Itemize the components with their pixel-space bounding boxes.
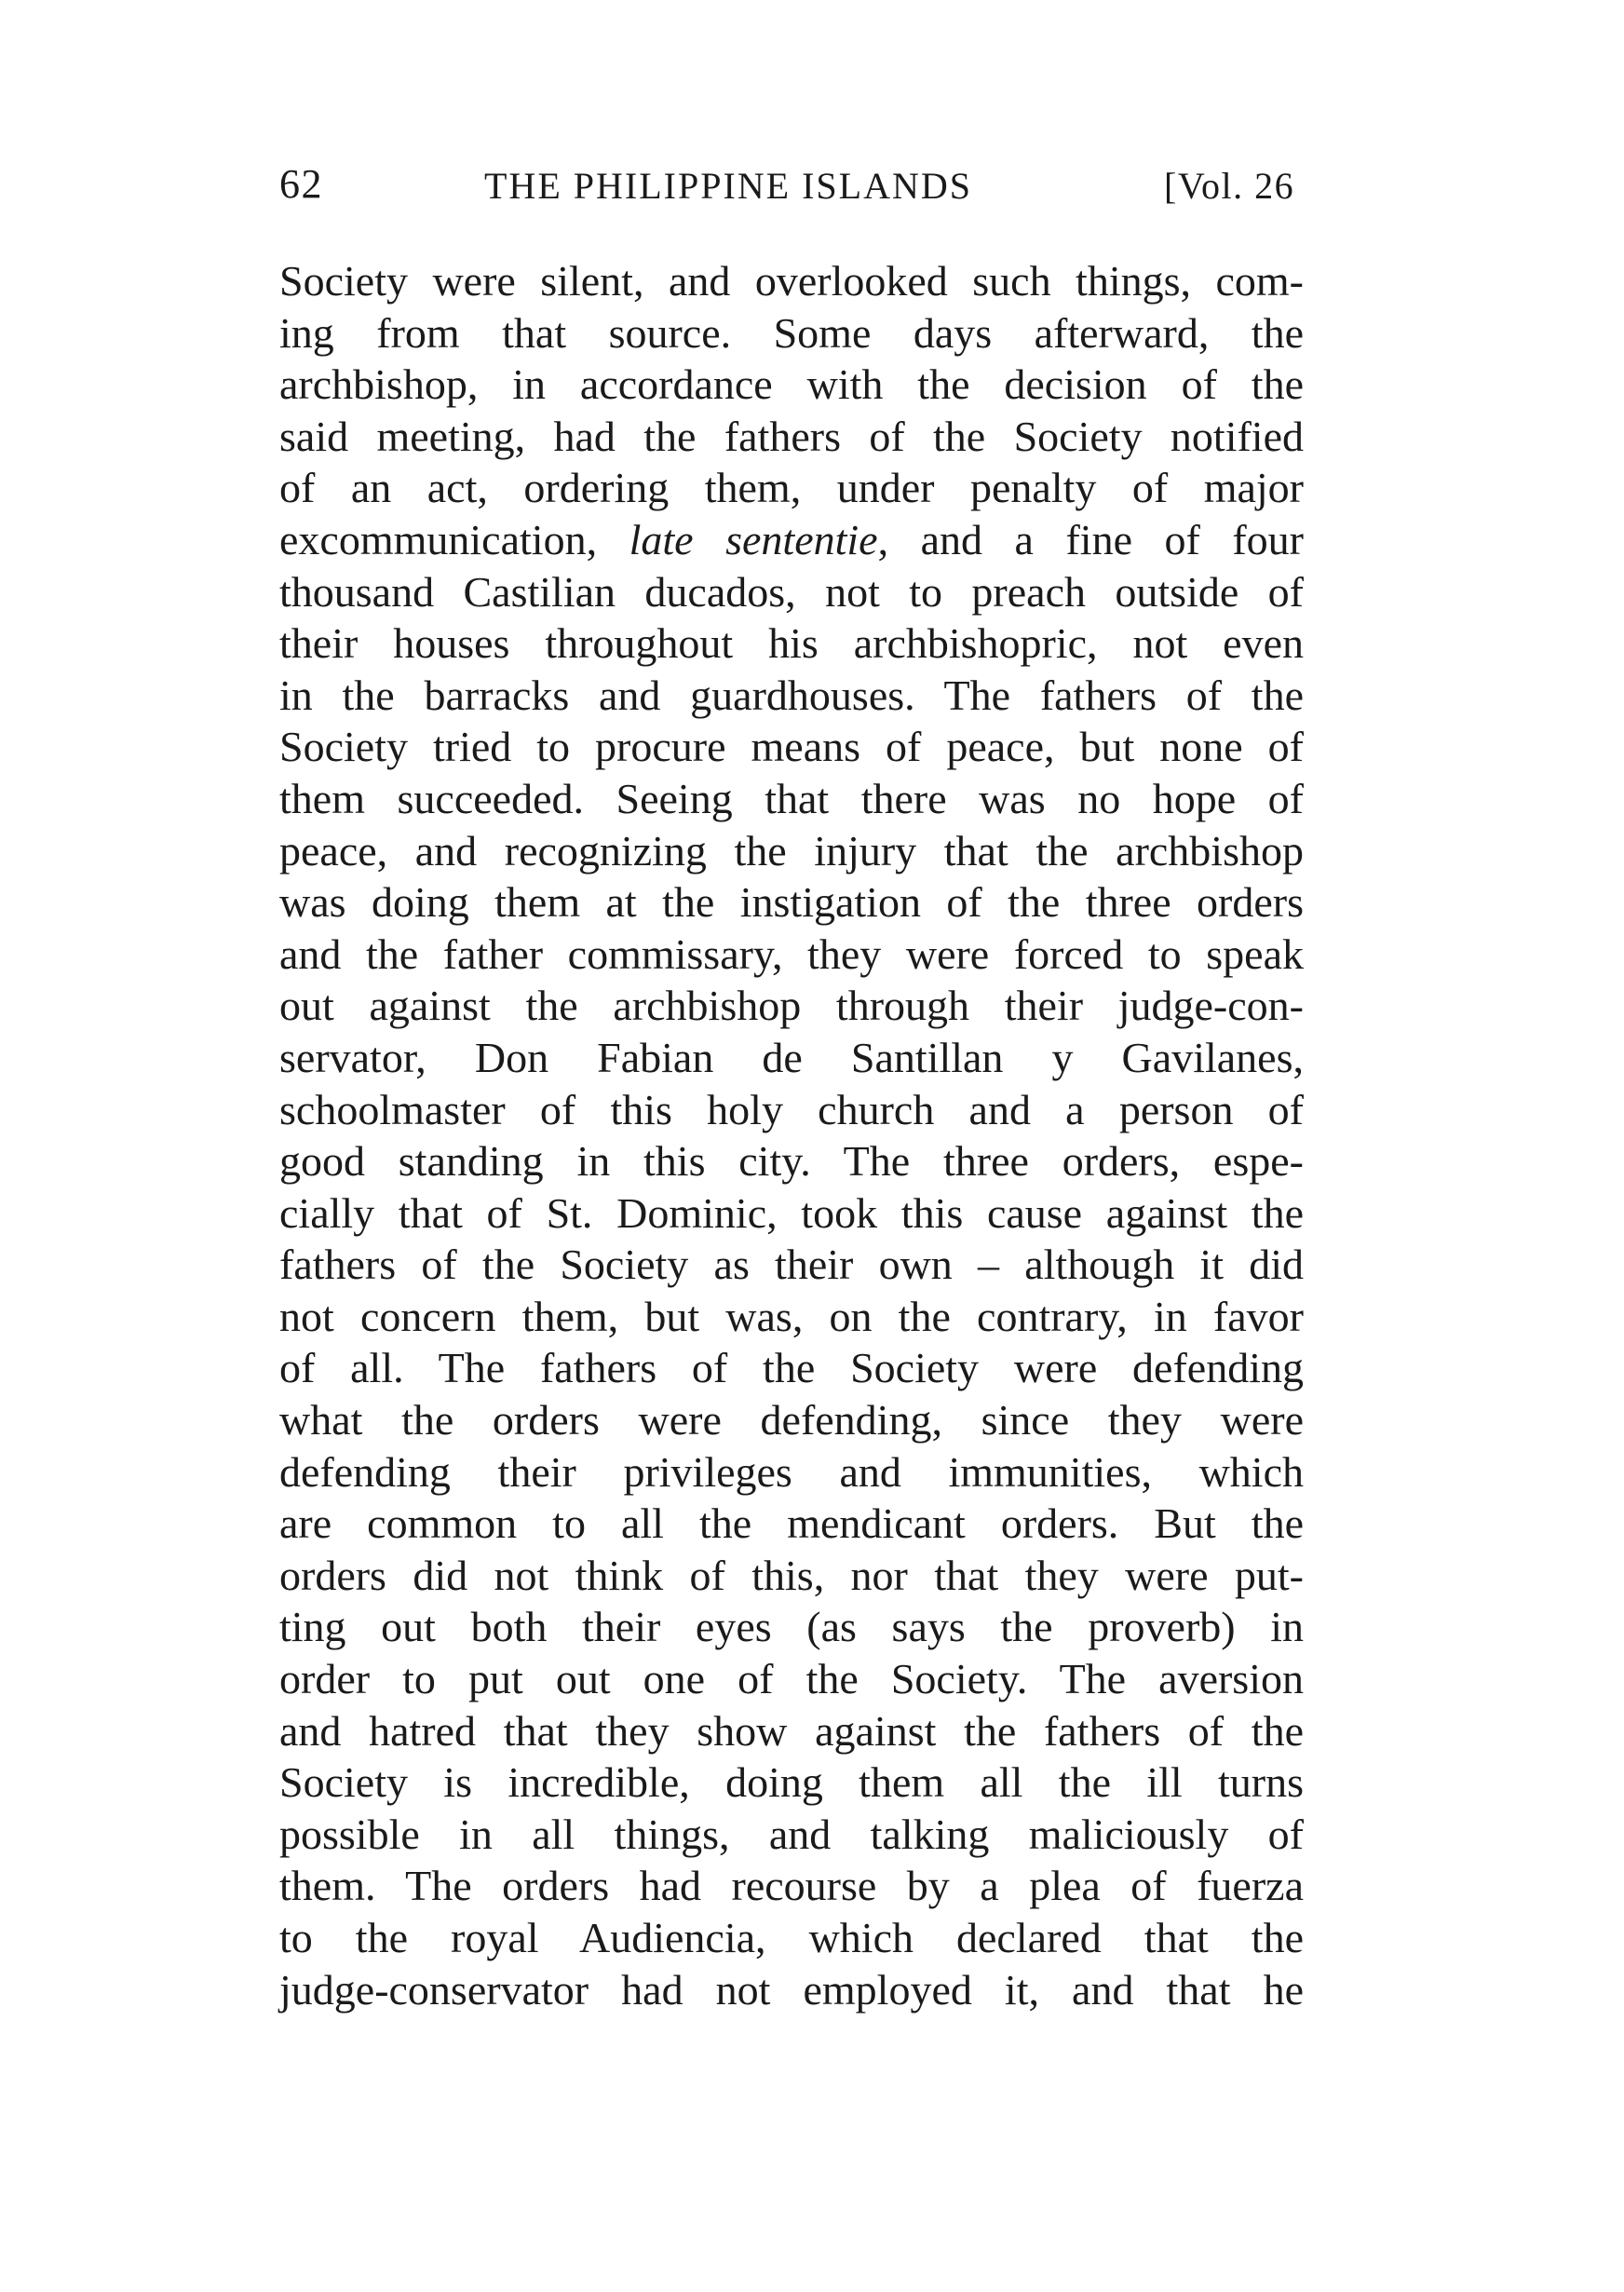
text-line: not concern them, but was, on the contrary, in favor <box>279 1292 1304 1340</box>
text-line: ting out both their eyes (as says the proverb) in <box>279 1603 1304 1651</box>
text-line: of an act, ordering them, under penalty of major <box>279 464 1304 512</box>
text-segment: excommunication, <box>279 515 629 563</box>
text-line: defending their privileges and immunities, which <box>279 1447 1304 1496</box>
text-line: to the royal Audiencia, which declared that the <box>279 1914 1304 1961</box>
text-line: judge-conservator had not employed it, and that he <box>279 1965 1304 2014</box>
text-line: thousand Castilian ducados, not to preach outside of <box>279 567 1304 616</box>
text-line: said meeting, had the fathers of the Society notified <box>279 412 1304 460</box>
italic-phrase: late sententie <box>629 515 878 563</box>
text-line: and the father commissary, they were forced to speak <box>279 929 1304 978</box>
page-header <box>0 160 1624 216</box>
text-line: possible in all things, and talking maliciously of <box>279 1810 1304 1858</box>
text-line: out against the archbishop through their judge-con- <box>279 982 1304 1030</box>
text-segment: , and a fine of four <box>877 515 1304 563</box>
text-line: order to put out one of the Society. The aversion <box>279 1655 1304 1703</box>
text-line: servator, Don Fabian de Santillan y Gavilanes, <box>279 1033 1304 1081</box>
text-line: archbishop, in accordance with the decision of the <box>279 360 1304 409</box>
text-line: what the orders were defending, since they were <box>279 1396 1304 1444</box>
text-line: them. The orders had recourse by a plea of fuerza <box>279 1862 1304 1910</box>
text-line: ing from that source. Some days afterward, the <box>279 308 1304 357</box>
text-line: fathers of the Society as their own – although it did <box>279 1241 1304 1289</box>
text-line: of all. The fathers of the Society were defending <box>279 1344 1304 1392</box>
text-line: orders did not think of this, nor that they were put- <box>279 1551 1304 1599</box>
text-line: are common to all the mendicant orders. But the <box>279 1499 1304 1548</box>
running-title: THE PHILIPPINE ISLANDS <box>484 165 972 207</box>
page-number: 62 <box>279 161 323 207</box>
text-line: Society tried to procure means of peace, but none of <box>279 723 1304 771</box>
text-line: schoolmaster of this holy church and a person of <box>279 1085 1304 1133</box>
text-line: them succeeded. Seeing that there was no hope of <box>279 774 1304 822</box>
text-line: in the barracks and guardhouses. The fathers of the <box>279 671 1304 719</box>
text-line: was doing them at the instigation of the three orders <box>279 878 1304 927</box>
text-line: and hatred that they show against the fathers of the <box>279 1706 1304 1755</box>
text-line: good standing in this city. The three orders, espe- <box>279 1137 1304 1186</box>
volume-label: [Vol. 26 <box>1164 165 1295 207</box>
body-text <box>279 255 1304 2015</box>
text-line: cially that of St. Dominic, took this cause against the <box>279 1188 1304 1237</box>
text-line: peace, and recognizing the injury that the archbishop <box>279 826 1304 875</box>
text-line: Society is incredible, doing them all the ill turns <box>279 1758 1304 1807</box>
text-line: their houses throughout his archbishopric, not even <box>279 619 1304 668</box>
text-line-with-italic <box>279 514 1304 566</box>
text-line: Society were silent, and overlooked such things, com- <box>279 257 1304 305</box>
